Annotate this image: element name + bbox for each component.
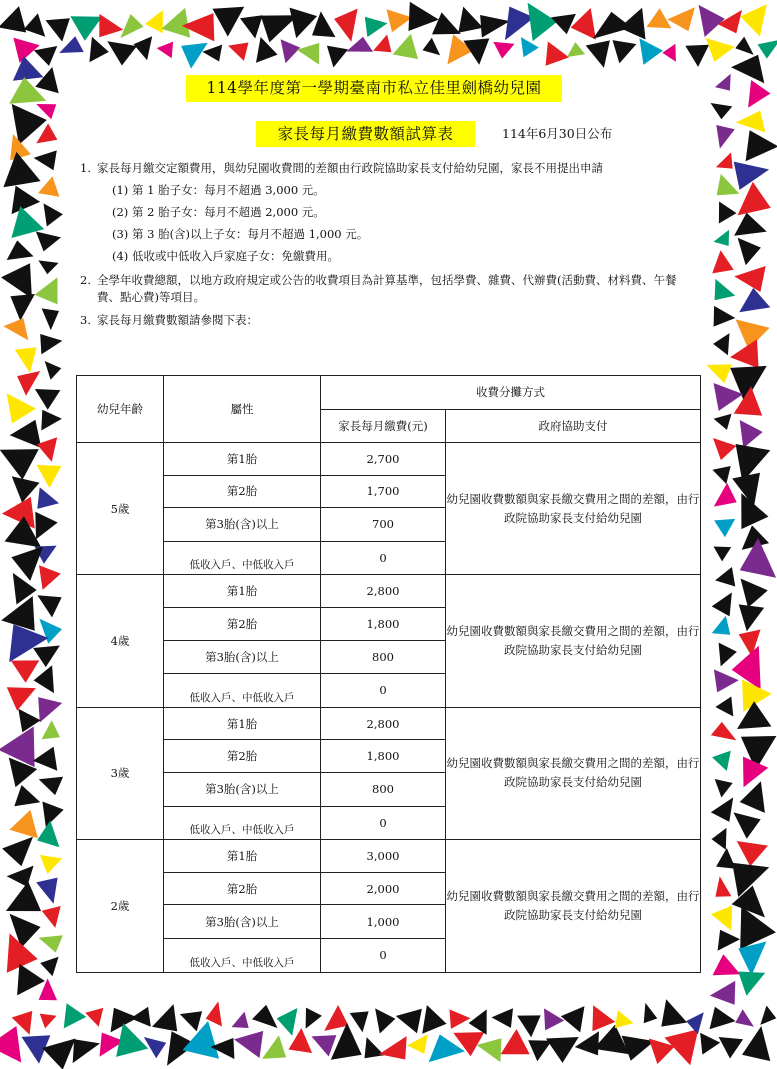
table-row [77, 707, 701, 740]
header-attribute: 屬性 [164, 376, 321, 443]
header-age: 幼兒年齡 [77, 376, 164, 443]
note-text: 家長每月繳費數額請參閱下表： [97, 313, 258, 327]
note-number: 2. [80, 273, 91, 287]
fee-table-body [77, 443, 701, 973]
parent-fee-cell: 3,000 [321, 840, 446, 873]
parent-fee-cell: 0 [321, 806, 446, 840]
attribute-cell: 第2胎 [164, 872, 321, 905]
table-row [77, 443, 701, 476]
note-sub-4: (4) 低收或中低收入戶家庭子女：免繳費用。 [112, 249, 339, 263]
note-text: 家長每月繳交定額費用，與幼兒園收費間的差額由行政院協助家長支付給幼兒園，家長不用提出申請 [97, 161, 603, 175]
parent-fee-cell: 0 [321, 674, 446, 708]
age-cell: 2歲 [77, 840, 164, 972]
parent-fee-cell: 2,700 [321, 443, 446, 476]
parent-fee-cell: 1,800 [321, 607, 446, 640]
attribute-cell: 低收入戶、中低收入戶 [164, 806, 321, 840]
gov-support-cell: 幼兒園收費數額與家長繳交費用之間的差額，由行政院協助家長支付給幼兒園 [446, 707, 701, 839]
age-cell: 5歲 [77, 443, 164, 575]
attribute-cell: 第1胎 [164, 707, 321, 740]
note-1 [80, 160, 690, 265]
attribute-cell: 第2胎 [164, 607, 321, 640]
table-row [77, 575, 701, 608]
parent-fee-cell: 1,800 [321, 740, 446, 773]
age-cell: 4歲 [77, 575, 164, 707]
attribute-cell: 第3胎(含)以上 [164, 508, 321, 542]
note-number: 1. [80, 161, 91, 175]
parent-fee-cell: 2,800 [321, 575, 446, 608]
parent-fee-cell: 800 [321, 772, 446, 806]
header-gov: 政府協助支付 [446, 409, 701, 443]
attribute-cell: 第1胎 [164, 443, 321, 476]
note-3 [80, 312, 690, 329]
parent-fee-cell: 1,700 [321, 475, 446, 508]
parent-fee-cell: 0 [321, 541, 446, 575]
attribute-cell: 第3胎(含)以上 [164, 772, 321, 806]
header-split: 收費分攤方式 [321, 376, 701, 410]
document-title: 114學年度第一學期臺南市私立佳里劍橋幼兒園 [186, 75, 562, 102]
note-sub-2: (2) 第 2 胎子女：每月不超過 2,000 元。 [112, 205, 325, 219]
gov-support-cell: 幼兒園收費數額與家長繳交費用之間的差額，由行政院協助家長支付給幼兒園 [446, 840, 701, 972]
attribute-cell: 第3胎(含)以上 [164, 640, 321, 674]
note-sub-1: (1) 第 1 胎子女：每月不超過 3,000 元。 [112, 183, 325, 197]
attribute-cell: 第2胎 [164, 740, 321, 773]
attribute-cell: 第1胎 [164, 575, 321, 608]
age-cell: 3歲 [77, 707, 164, 839]
attribute-cell: 第3胎(含)以上 [164, 905, 321, 939]
fee-table [76, 375, 701, 973]
attribute-cell: 低收入戶、中低收入戶 [164, 541, 321, 575]
parent-fee-cell: 700 [321, 508, 446, 542]
parent-fee-cell: 2,800 [321, 707, 446, 740]
note-sub-3: (3) 第 3 胎(含)以上子女：每月不超過 1,000 元。 [112, 227, 369, 241]
note-text: 全學年收費總額，以地方政府規定或公告的收費項目為計算基準，包括學費、雜費、代辦費(活動費、材料費、午餐費、點心費)等項目。 [97, 273, 677, 304]
attribute-cell: 第1胎 [164, 840, 321, 873]
attribute-cell: 低收入戶、中低收入戶 [164, 938, 321, 972]
header-parent-fee: 家長每月繳費(元) [321, 409, 446, 443]
attribute-cell: 第2胎 [164, 475, 321, 508]
gov-support-cell: 幼兒園收費數額與家長繳交費用之間的差額，由行政院協助家長支付給幼兒園 [446, 443, 701, 575]
document-subtitle: 家長每月繳費數額試算表 [256, 121, 475, 147]
parent-fee-cell: 2,000 [321, 872, 446, 905]
attribute-cell: 低收入戶、中低收入戶 [164, 674, 321, 708]
note-number: 3. [80, 313, 91, 327]
notes-list [80, 160, 690, 329]
table-header-row [77, 376, 701, 410]
parent-fee-cell: 0 [321, 938, 446, 972]
table-row [77, 840, 701, 873]
gov-support-cell: 幼兒園收費數額與家長繳交費用之間的差額，由行政院協助家長支付給幼兒園 [446, 575, 701, 707]
parent-fee-cell: 800 [321, 640, 446, 674]
parent-fee-cell: 1,000 [321, 905, 446, 939]
publish-date: 114年6月30日公布 [502, 126, 613, 141]
note-2 [80, 272, 690, 306]
